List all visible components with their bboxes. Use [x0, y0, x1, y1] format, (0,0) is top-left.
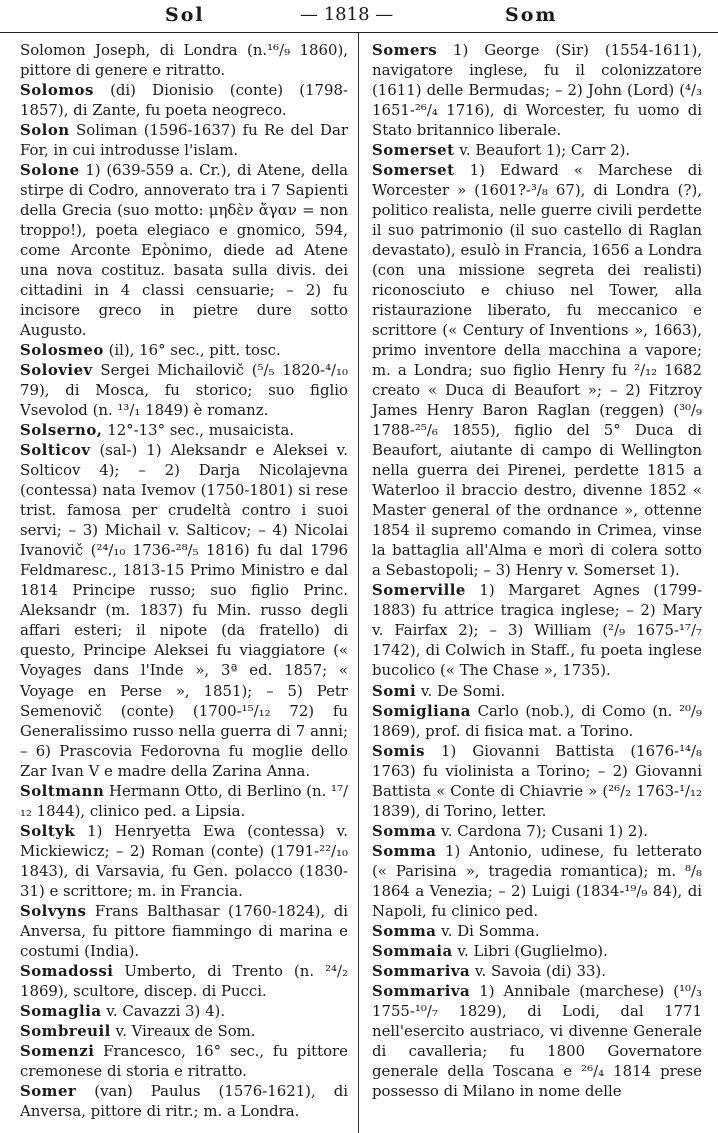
entry-headword: Solone [20, 161, 80, 180]
column-divider [358, 33, 359, 1133]
dictionary-entry [20, 1021, 348, 1041]
entry-headword: Solserno, [20, 421, 103, 440]
dictionary-entry [20, 120, 348, 160]
entry-text: 12°-13° sec., musaicista. [107, 421, 295, 440]
entry-headword: Somer [20, 1081, 77, 1100]
entry-headword: Somerville [372, 581, 466, 600]
entry-headword: Somaglia [20, 1001, 102, 1020]
dictionary-entry [372, 40, 702, 140]
entry-text: 1) Henryetta Ewa (contessa) v. Mickiewicz; – 2) Roman (conte) (1791-²²/₁₀ 1843), di Varsavia, fu Gen. polacco (1830-31) e scrittore; m. in Francia. [20, 821, 348, 900]
dictionary-entry [20, 420, 348, 440]
dictionary-entry [20, 1081, 348, 1121]
dictionary-entry [372, 821, 702, 841]
entry-headword: Solosmeo [20, 341, 104, 360]
page-header [0, 0, 718, 33]
entry-headword: Somma [372, 841, 437, 860]
entry-text: 1) Giovanni Battista (1676-¹⁴/₈ 1763) fu violinista a Torino; – 2) Giovanni Battista « Conte di Chiavrie » (²⁶/₂ 1763-¹/₁₂ 1839), di Torino, letter. [372, 741, 702, 820]
entry-headword: Somerset [372, 161, 455, 180]
dictionary-entry [372, 140, 702, 160]
entry-text: v. Di Somma. [441, 921, 540, 940]
entry-text: 1) Antonio, udinese, fu letterato (« Parisina », tragedia romantica); m. ⁸/₈ 1864 a Venezia; – 2) Luigi (1834-¹⁹/₉ 84), di Napoli, fu clinico ped. [372, 841, 703, 920]
header-page-number: — 1818 — [300, 4, 394, 25]
entry-text: v. Cardona 7); Cusani 1) 2). [441, 821, 648, 840]
entry-text: Sergei Michailovič (⁵/₅ 1820-⁴/₁₀ 79), di Mosca, fu storico; suo figlio Vsevolod (n. ¹³/₁ 1849) è romanz. [20, 361, 348, 420]
entry-headword: Sommariva [372, 961, 471, 980]
entry-headword: Solon [20, 121, 70, 140]
entry-headword: Somi [372, 681, 417, 700]
entry-headword: Somis [372, 741, 425, 760]
entry-headword: Somers [372, 41, 438, 59]
dictionary-entry [20, 160, 348, 340]
dictionary-entry [372, 961, 702, 981]
dictionary-entry [20, 901, 348, 961]
entry-text: v. Libri (Guglielmo). [457, 941, 608, 960]
entry-headword: Soloviev [20, 361, 93, 380]
entry-text: Umberto, di Trento (n. ²⁴/₂ 1869), scultore, discep. di Pucci. [20, 961, 348, 1000]
dictionary-entry [372, 741, 702, 821]
entry-text: Soliman (1596-1637) fu Re del Dar For, in cui introdusse l'islam. [20, 121, 348, 160]
dictionary-entry [20, 80, 348, 120]
header-right-word: Som [505, 4, 558, 26]
entry-text: Frans Balthasar (1760-1824), di Anversa, fu pittore fiammingo di marina e costumi (India). [20, 901, 348, 960]
left-column [20, 40, 348, 1121]
entry-text: (van) Paulus (1576-1621), di Anversa, pittore di ritr.; m. a Londra. [20, 1081, 349, 1120]
entry-headword: Somma [372, 821, 437, 840]
entry-headword: Solvyns [20, 901, 87, 920]
entry-headword: Somenzi [20, 1041, 95, 1060]
entry-headword: Somigliana [372, 701, 471, 720]
dictionary-entry [20, 40, 348, 80]
dictionary-entry [372, 841, 702, 921]
entry-headword: Somerset [372, 141, 455, 160]
entry-text: 1) Edward « Marchese di Worcester » (1601?-³/₈ 67), di Londra (?), politico realista, nelle guerre civili perdette il suo patrimonio (il suo castello di Raglan devastato), esulò in Francia, 1656 a Londra (con una missione segreta dei realisti) riconosciuto e chiuso nel Tower, alla ristaurazione liberato, fu meccanico e scrittore (« Century of Inventions », 1663), primo inventore della macchina a vapore; m. a Londra; suo figlio Henry fu ²/₁₂ 1682 creato « Duca di Beaufort »; – 2) Fitzroy James Henry Baron Raglan (reggen) (³⁰/₉ 1788-²⁵/₆ 1855), figlio del 5° Duca di Beaufort, aiutante di campo di Wellington nella guerra dei Pirenei, perdette 1815 a Waterloo il braccio destro, divenne 1852 « Master general of the ordnance », ottenne 1854 il supremo comando in Crimea, vinse la battaglia all'Alma e morì di colera sotto a Sebastopoli; – 3) Henry v. Somerset 1). [372, 161, 702, 580]
dictionary-entry [20, 781, 348, 821]
entry-headword: Sommaia [372, 941, 453, 960]
entry-text: v. Cavazzi 3) 4). [106, 1001, 226, 1020]
dictionary-entry [20, 440, 348, 780]
entry-text: 1) Margaret Agnes (1799-1883) fu attrice tragica inglese; – 2) Mary v. Fairfax 2); – 3) William (²/₉ 1675-¹⁷/₇ 1742), di Colwich in Staff., fu poeta inglese bucolico (« The Chase », 1735). [372, 581, 702, 680]
entry-headword: Somma [372, 921, 437, 940]
entry-text: v. Beaufort 1); Carr 2). [459, 141, 631, 160]
entry-text: (il), 16° sec., pitt. tosc. [108, 341, 281, 360]
dictionary-entry [372, 160, 702, 580]
entry-text: (di) Dionisio (conte) (1798-1857), di Zante, fu poeta neogreco. [20, 81, 349, 120]
right-column [372, 40, 702, 1101]
header-left-word: Sol [165, 4, 205, 26]
entry-text: 1) Annibale (marchese) (¹⁰/₃ 1755-¹⁰/₇ 1829), di Lodi, dal 1771 nell'esercito austriaco, vi divenne Generale di cavalleria; fu 1800 Governatore generale della Toscana e ²⁶/₄ 1814 prese possesso di Milano in nome delle [372, 981, 702, 1100]
dictionary-entry [372, 921, 702, 941]
dictionary-entry [372, 580, 702, 680]
dictionary-entry [20, 961, 348, 1001]
entry-text: Francesco, 16° sec., fu pittore cremonese di storia e ritratto. [20, 1041, 348, 1080]
dictionary-entry [20, 821, 348, 901]
entry-headword: Solticov [20, 441, 91, 460]
entry-text: v. De Somi. [420, 681, 506, 700]
entry-headword: Solomos [20, 81, 94, 100]
dictionary-entry [372, 681, 702, 701]
dictionary-entry [20, 360, 348, 420]
entry-text: v. Savoia (di) 33). [474, 961, 606, 980]
entry-text: Solomon Joseph, di Londra (n.¹⁶/₉ 1860), pittore di genere e ritratto. [20, 41, 348, 80]
entry-text: v. Vireaux de Som. [115, 1021, 256, 1040]
dictionary-entry [20, 1001, 348, 1021]
entry-headword: Sombreuil [20, 1021, 111, 1040]
dictionary-entry [20, 1041, 348, 1081]
dictionary-entry [372, 701, 702, 741]
dictionary-entry [372, 941, 702, 961]
entry-headword: Soltyk [20, 821, 76, 840]
entry-text: 1) (639-559 a. Cr.), di Atene, della stirpe di Codro, annoverato tra i 7 Sapienti della Grecia (suo motto: μηδὲν ἄγαν = non troppo!), poeta elegiaco e gnomico, 594, come Arconte Epònimo, diede ad Atene una nova costituz. basata sulla divis. dei cittadini in 4 classi censuarie; – 2) fu incisore greco in pietre dure sotto Augusto. [20, 161, 349, 340]
entry-text: Hermann Otto, di Berlino (n. ¹⁷/₁₂ 1844), clinico ped. a Lipsia. [20, 781, 348, 820]
dictionary-entry [372, 981, 702, 1101]
dictionary-entry [20, 340, 348, 360]
entry-headword: Somadossi [20, 961, 114, 980]
entry-headword: Soltmann [20, 781, 105, 800]
entry-text: 1) George (Sir) (1554-1611), navigatore inglese, fu il colonizzatore (1611) delle Bermudas; – 2) John (Lord) (⁴/₃ 1651-²⁶/₄ 1716), di Worcester, fu uomo di Stato britannico liberale. [372, 41, 702, 140]
entry-text: Carlo (nob.), di Como (n. ²⁰/₉ 1869), prof. di fisica mat. a Torino. [372, 701, 702, 740]
entry-headword: Sommariva [372, 981, 471, 1000]
entry-text: (sal-) 1) Aleksandr e Aleksei v. Solticov 4); – 2) Darja Nicolajevna (contessa) nata Ivemov (1750-1801) si rese trist. famosa per crudeltà contro i suoi servi; – 3) Michail v. Salticov; – 4) Nicolai Ivanovič (²⁴/₁₀ 1736-²⁸/₅ 1816) fu dal 1796 Feldmaresc., 1813-15 Primo Ministro e dal 1814 Principe russo; suo figlio Princ. Aleksandr (m. 1837) fu Min. russo degli affari esteri; il nipote (da fratello) di questo, Principe Aleksei fu viaggiatore (« Voyages dans l'Inde », 3ª ed. 1857; « Voyage en Perse », 1851); – 5) Petr Semenovič (conte) (1700-¹⁵/₁₂ 72) fu Generalissimo russo nella guerra di 7 anni; – 6) Prascovia Fedorovna fu moglie dello Zar Ivan V e madre della Zarina Anna. [20, 441, 348, 780]
